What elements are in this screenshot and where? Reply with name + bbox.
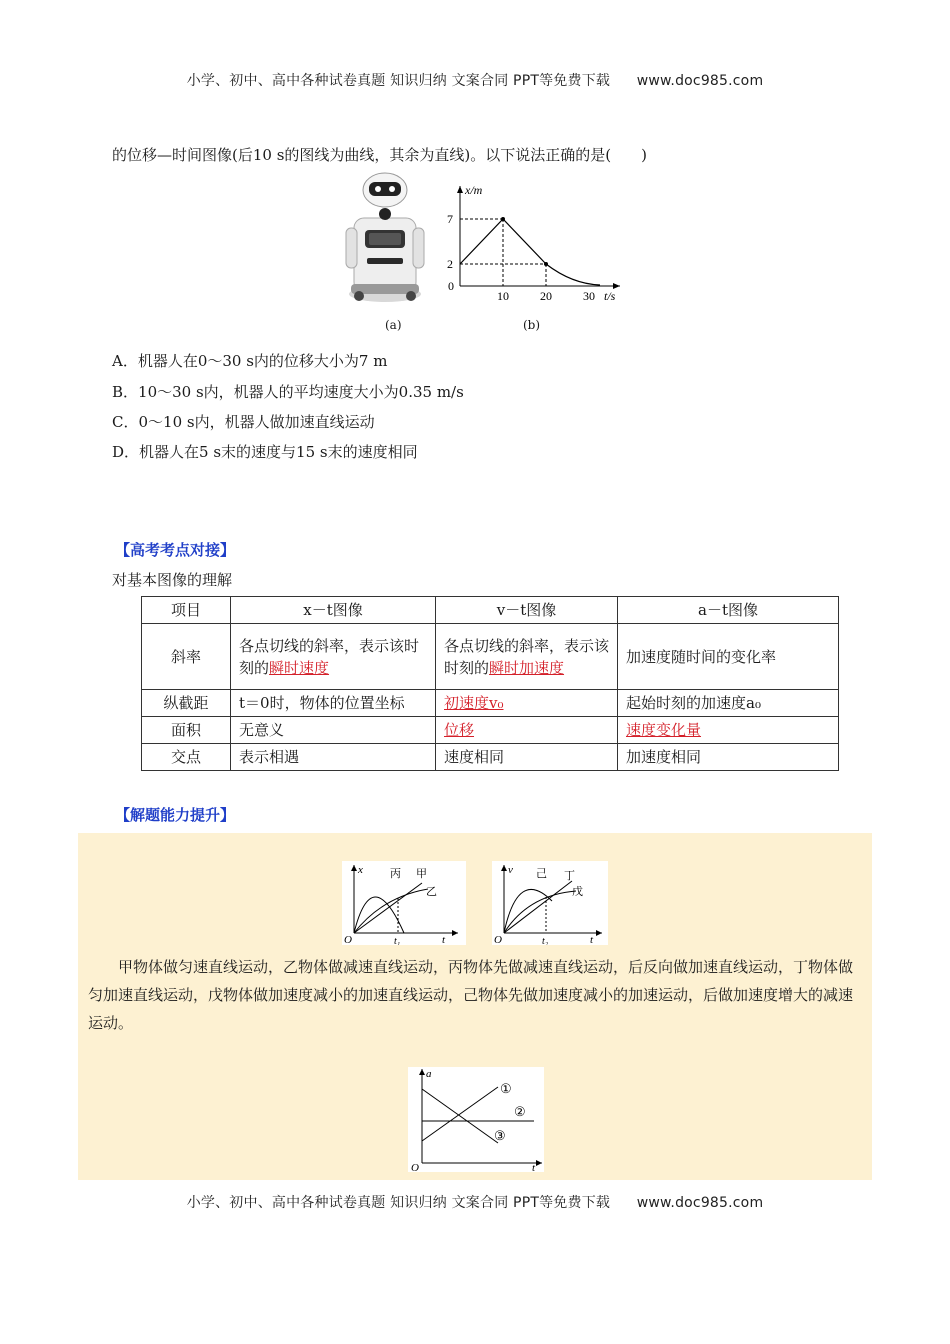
header-url[interactable]: www.doc985.com	[636, 73, 764, 89]
label-jia: 甲	[416, 868, 427, 880]
xt-y-label: x	[358, 864, 363, 876]
cell-at-slope: 加速度随时间的变化率	[618, 624, 839, 690]
figure-a-label: (a)	[385, 318, 402, 332]
x-tick-10: 10	[497, 289, 509, 303]
cell-xt-area: 无意义	[231, 717, 436, 744]
figure-b-label: (b)	[523, 318, 541, 332]
footer-url[interactable]: www.doc985.com	[636, 1195, 764, 1211]
page-footer	[0, 1192, 950, 1212]
answer-velocity-change: 速度变化量	[626, 721, 702, 739]
cell-xt-intersection: 表示相遇	[231, 744, 436, 771]
y-axis-label: x/m	[465, 183, 483, 197]
at-graph	[408, 1067, 544, 1172]
label-ji: 己	[536, 868, 547, 880]
header-item: 项目	[142, 597, 231, 624]
gaokao-section-title: 【高考考点对接】	[115, 541, 236, 559]
header-at: a－t图像	[618, 597, 839, 624]
xt-graph-b	[440, 180, 630, 305]
answer-initial-velocity: 初速度v₀	[444, 694, 504, 712]
ability-paragraph: 甲物体做匀速直线运动，乙物体做减速直线运动，丙物体先做减速直线运动，后反向做加速直线运动，丁物体做匀加速直线运动，戊物体做加速度减小的加速直线运动，己物体先做加速度减小的加速运动，后做加速度增大的减速运动。	[88, 958, 854, 1032]
label-circle-1: ①	[500, 1081, 512, 1096]
vt-t2-label: t₂	[542, 936, 549, 945]
origin-label: 0	[448, 279, 454, 293]
cell-vt-slope: 各点切线的斜率，表示该时刻的瞬时加速度	[436, 624, 618, 690]
cell-at-area	[618, 717, 839, 744]
answer-displacement: 位移	[444, 721, 475, 739]
row-label: 纵截距	[142, 690, 231, 717]
xt-origin: O	[344, 934, 352, 945]
vt-y-label: v	[508, 864, 513, 876]
vt-comparison-graph	[492, 861, 608, 945]
option-d[interactable]: D．机器人在5 s末的速度与15 s末的速度相同	[112, 443, 418, 461]
at-y-label: a	[426, 1068, 432, 1080]
row-label: 斜率	[142, 624, 231, 690]
option-c[interactable]: C．0～10 s内，机器人做加速直线运动	[112, 413, 375, 431]
label-circle-3: ③	[494, 1128, 506, 1143]
ability-section-title: 【解题能力提升】	[115, 806, 236, 824]
xt-x-label: t	[442, 934, 446, 945]
header-xt: x－t图像	[231, 597, 436, 624]
answer-instant-velocity: 瞬时速度	[269, 658, 330, 677]
gaokao-subtitle: 对基本图像的理解	[112, 571, 233, 589]
x-axis-label: t/s	[604, 289, 616, 303]
y-tick-7: 7	[447, 212, 453, 226]
option-a[interactable]: A．机器人在0～30 s内的位移大小为7 m	[112, 352, 388, 370]
label-wu: 戊	[572, 886, 583, 898]
robot-figure	[345, 170, 425, 335]
vt-x-label: t	[590, 934, 594, 945]
table-row-intercept	[142, 690, 839, 717]
footer-text: 小学、初中、高中各种试卷真题 知识归纳 文案合同 PPT等免费下载	[186, 1195, 611, 1211]
x-tick-30: 30	[583, 289, 595, 303]
concept-table	[141, 596, 839, 771]
row-label: 交点	[142, 744, 231, 771]
xt-comparison-graph	[342, 861, 466, 945]
label-circle-2: ②	[514, 1104, 526, 1119]
option-b[interactable]: B．10～30 s内，机器人的平均速度大小为0.35 m/s	[112, 383, 464, 401]
cell-vt-area	[436, 717, 618, 744]
at-origin: O	[411, 1162, 419, 1172]
table-row-intersection	[142, 744, 839, 771]
cell-vt-intersection: 速度相同	[436, 744, 618, 771]
table-row-area	[142, 717, 839, 744]
question-stem: 的位移—时间图像(后10 s的图线为曲线，其余为直线)。以下说法正确的是( )	[112, 146, 647, 164]
table-row-slope	[142, 624, 839, 690]
cell-vt-intercept	[436, 690, 618, 717]
vt-origin: O	[494, 934, 502, 945]
page-header	[0, 70, 950, 90]
row-label: 面积	[142, 717, 231, 744]
header-vt: v－t图像	[436, 597, 618, 624]
cell-xt-intercept: t＝0时，物体的位置坐标	[231, 690, 436, 717]
table-header-row	[142, 597, 839, 624]
xt-t1-label: t₁	[394, 936, 401, 945]
label-yi: 乙	[426, 886, 437, 898]
x-tick-20: 20	[540, 289, 552, 303]
cell-xt-slope: 各点切线的斜率，表示该时刻的瞬时速度	[231, 624, 436, 690]
at-x-label: t	[532, 1162, 536, 1172]
y-tick-2: 2	[447, 257, 453, 271]
label-ding: 丁	[564, 870, 575, 882]
label-bing: 丙	[390, 868, 401, 880]
cell-at-intersection: 加速度相同	[618, 744, 839, 771]
answer-instant-acceleration: 瞬时加速度	[489, 658, 565, 677]
header-text: 小学、初中、高中各种试卷真题 知识归纳 文案合同 PPT等免费下载	[186, 73, 611, 89]
cell-at-intercept: 起始时刻的加速度a₀	[618, 690, 839, 717]
